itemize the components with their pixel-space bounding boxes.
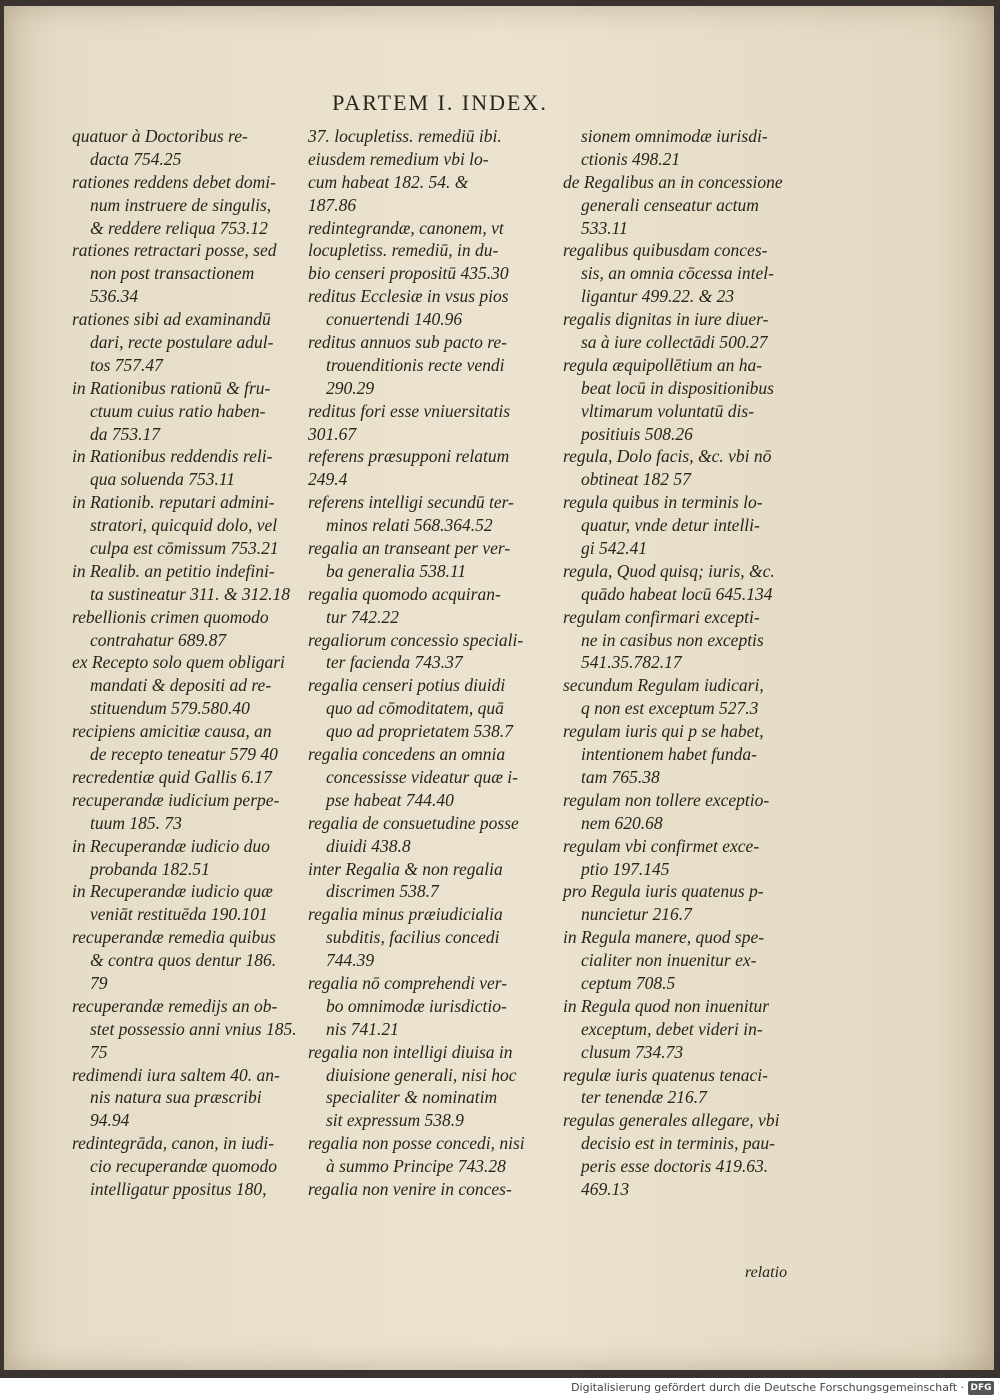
index-entry-line: in Regula manere, quod spe- bbox=[563, 927, 765, 948]
index-entry-line: subditis, facilius concedi bbox=[326, 927, 500, 948]
index-entry-line: regalia quomodo acquiran- bbox=[308, 583, 501, 604]
index-entry-line: reditus annuos sub pacto re- bbox=[308, 332, 507, 353]
index-entry-line: 249.4 bbox=[308, 469, 348, 490]
funding-notice: Digitalisierung gefördert durch die Deutsche Forschungsgemeinschaft · bbox=[571, 1381, 964, 1394]
index-entry-line: regulam non tollere exceptio- bbox=[563, 789, 770, 810]
index-entry-line: 290.29 bbox=[326, 377, 375, 398]
index-entry-line: sis, an omnia cōcessa intel- bbox=[581, 263, 774, 284]
index-entry-line: ex Recepto solo quem obligari bbox=[72, 652, 285, 673]
index-entry-line: nuncietur 216.7 bbox=[581, 904, 692, 925]
index-entry-line: diuisione generali, nisi hoc bbox=[326, 1064, 517, 1085]
dfg-logo: DFG bbox=[968, 1381, 994, 1395]
index-entry-line: regalia non intelligi diuisa in bbox=[308, 1041, 513, 1062]
index-entry-line: minos relati 568.364.52 bbox=[326, 515, 493, 536]
index-entry-line: rebellionis crimen quomodo bbox=[72, 606, 269, 627]
index-entry-line: trouenditionis recte vendi bbox=[326, 354, 505, 375]
index-entry-line: 301.67 bbox=[308, 423, 357, 444]
index-entry-line: cum habeat 182. 54. & bbox=[308, 171, 469, 192]
index-entry-line: regalia nō comprehendi ver- bbox=[308, 972, 508, 993]
index-entry-line: 94.94 bbox=[90, 1110, 130, 1131]
index-entry-line: reditus Ecclesiæ in vsus pios bbox=[308, 286, 509, 307]
index-entry-line: regalia non posse concedi, nisi bbox=[308, 1133, 525, 1154]
index-entry-line: in Recuperandæ iudicio duo bbox=[72, 835, 270, 856]
index-entry-line: dacta 754.25 bbox=[90, 148, 182, 169]
index-entry-line: regalia minus præiudicialia bbox=[308, 904, 503, 925]
index-entry-line: da 753.17 bbox=[90, 423, 160, 444]
index-entry-line: sa à iure collectādi 500.27 bbox=[581, 332, 768, 353]
index-entry-line: nem 620.68 bbox=[581, 812, 663, 833]
index-entry-line: regalibus quibusdam conces- bbox=[563, 240, 768, 261]
index-entry-line: in Rationib. reputari admini- bbox=[72, 492, 275, 513]
index-entry-line: ptio 197.145 bbox=[581, 858, 670, 879]
index-entry-line: intelligatur ppositus 180, bbox=[90, 1178, 267, 1199]
index-entry-line: diuidi 438.8 bbox=[326, 835, 411, 856]
index-entry-line: stituendum 579.580.40 bbox=[90, 698, 250, 719]
index-entry-line: 75 bbox=[90, 1041, 108, 1062]
index-entry-line: regulas generales allegare, vbi bbox=[563, 1110, 780, 1131]
index-entry-line: culpa est cōmissum 753.21 bbox=[90, 538, 279, 559]
index-entry-line: recipiens amicitiæ causa, an bbox=[72, 721, 272, 742]
index-entry-line: ceptum 708.5 bbox=[581, 972, 676, 993]
index-entry-line: recuperandæ iudicium perpe- bbox=[72, 789, 280, 810]
index-entry-line: peris esse doctoris 419.63. bbox=[581, 1156, 769, 1177]
footer-bar bbox=[0, 1378, 1000, 1399]
index-entry-line: probanda 182.51 bbox=[90, 858, 210, 879]
index-entry-line: gi 542.41 bbox=[581, 538, 648, 559]
index-entry-line: de Regalibus an in concessione bbox=[563, 171, 783, 192]
index-entry-line: regula quibus in terminis lo- bbox=[563, 492, 763, 513]
index-entry-line: generali censeatur actum bbox=[581, 194, 759, 215]
index-column-1 bbox=[72, 125, 317, 1201]
index-entry-line: tam 765.38 bbox=[581, 766, 660, 787]
index-entry-line: secundum Regulam iudicari, bbox=[563, 675, 764, 696]
index-entry-line: quatur, vnde detur intelli- bbox=[581, 515, 760, 536]
index-entry-line: recuperandæ remedia quibus bbox=[72, 927, 276, 948]
index-entry-line: tuum 185. 73 bbox=[90, 812, 182, 833]
index-entry-line: recredentiæ quid Gallis 6.17 bbox=[72, 766, 272, 787]
index-entry-line: discrimen 538.7 bbox=[326, 881, 439, 902]
index-entry-line: vltimarum voluntatū dis- bbox=[581, 400, 755, 421]
index-entry-line: in Rationibus rationū & fru- bbox=[72, 377, 271, 398]
index-entry-line: 469.13 bbox=[581, 1178, 630, 1199]
index-column-3 bbox=[563, 125, 808, 1201]
index-entry-line: de recepto teneatur 579 40 bbox=[90, 744, 278, 765]
index-entry-line: regulam confirmari excepti- bbox=[563, 606, 760, 627]
index-entry-line: 533.11 bbox=[581, 217, 628, 238]
index-entry-line: reditus fori esse vniuersitatis bbox=[308, 400, 511, 421]
index-entry-line: ta sustineatur 311. & 312.18 bbox=[90, 583, 290, 604]
index-entry-line: regalis dignitas in iure diuer- bbox=[563, 309, 769, 330]
index-entry-line: regalia non venire in conces- bbox=[308, 1178, 512, 1199]
index-entry-line: quatuor à Doctoribus re- bbox=[72, 126, 248, 146]
index-entry-line: sit expressum 538.9 bbox=[326, 1110, 464, 1131]
index-entry-line: ter tenendæ 216.7 bbox=[581, 1087, 707, 1108]
index-entry-line: nis natura sua præscribi bbox=[90, 1087, 262, 1108]
index-entry-line: qua soluenda 753.11 bbox=[90, 469, 236, 490]
index-entry-line: ctuum cuius ratio haben- bbox=[90, 400, 266, 421]
index-entry-line: veniāt restituēda 190.101 bbox=[90, 904, 268, 925]
index-entry-line: quo ad proprietatem 538.7 bbox=[326, 721, 513, 742]
index-entry-line: obtineat 182 57 bbox=[581, 469, 691, 490]
index-entry-line: stratori, quicquid dolo, vel bbox=[90, 515, 278, 536]
index-entry-line: eiusdem remedium vbi lo- bbox=[308, 148, 489, 169]
index-entry-line: ctionis 498.21 bbox=[581, 148, 681, 169]
index-entry-line: 541.35.782.17 bbox=[581, 652, 682, 673]
index-entry-line: in Recuperandæ iudicio quæ bbox=[72, 881, 273, 902]
index-entry-line: quo ad cōmoditatem, quā bbox=[326, 698, 504, 719]
index-entry-line: non post transactionem bbox=[90, 263, 255, 284]
index-entry-line: regalia de consuetudine posse bbox=[308, 812, 519, 833]
index-entry-line: referens præsupponi relatum bbox=[308, 446, 510, 467]
index-entry-line: regalia concedens an omnia bbox=[308, 744, 506, 765]
page-header: PARTEM I. INDEX. bbox=[332, 90, 548, 115]
index-entry-line: 79 bbox=[90, 972, 108, 993]
index-entry-line: regalia an transeant per ver- bbox=[308, 538, 511, 559]
index-entry-line: regula æquipollētium an ha- bbox=[563, 354, 763, 375]
index-entry-line: ligantur 499.22. & 23 bbox=[581, 286, 735, 307]
index-entry-line: 37. locupletiss. remediū ibi. bbox=[308, 126, 502, 146]
index-entry-line: mandati & depositi ad re- bbox=[90, 675, 272, 696]
index-entry-line: conuertendi 140.96 bbox=[326, 309, 463, 330]
index-entry-line: beat locū in dispositionibus bbox=[581, 377, 774, 398]
index-entry-line: concessisse videatur quæ i- bbox=[326, 766, 518, 787]
index-entry-line: ba generalia 538.11 bbox=[326, 560, 467, 581]
index-entry-line: 536.34 bbox=[90, 286, 139, 307]
index-entry-line: regulam vbi confirmet exce- bbox=[563, 835, 760, 856]
index-entry-line: à summo Principe 743.28 bbox=[326, 1156, 506, 1177]
index-entry-line: referens intelligi secundū ter- bbox=[308, 492, 514, 513]
index-entry-line: num instruere de singulis, bbox=[90, 194, 272, 215]
index-entry-line: exceptum, debet videri in- bbox=[581, 1018, 763, 1039]
index-entry-line: inter Regalia & non regalia bbox=[308, 858, 503, 879]
index-entry-line: pse habeat 744.40 bbox=[326, 789, 454, 810]
index-entry-line: stet possessio anni vnius 185. bbox=[90, 1018, 297, 1039]
index-entry-line: 744.39 bbox=[326, 950, 375, 971]
index-entry-line: in Realib. an petitio indefini- bbox=[72, 560, 275, 581]
index-entry-line: rationes sibi ad examinandū bbox=[72, 309, 271, 330]
index-entry-line: quādo habeat locū 645.134 bbox=[581, 583, 773, 604]
index-entry-line: 187.86 bbox=[308, 194, 357, 215]
index-entry-line: dari, recte postulare adul- bbox=[90, 332, 274, 353]
index-entry-line: q non est exceptum 527.3 bbox=[581, 698, 759, 719]
index-entry-line: regalia censeri potius diuidi bbox=[308, 675, 506, 696]
index-entry-line: regulæ iuris quatenus tenaci- bbox=[563, 1064, 768, 1085]
index-entry-line: regaliorum concessio speciali- bbox=[308, 629, 524, 650]
index-entry-line: contrahatur 689.87 bbox=[90, 629, 227, 650]
index-entry-line: in Rationibus reddendis reli- bbox=[72, 446, 273, 467]
index-entry-line: redimendi iura saltem 40. an- bbox=[72, 1064, 280, 1085]
index-entry-line: sionem omnimodæ iurisdi- bbox=[581, 126, 768, 146]
index-entry-line: redintegrāda, canon, in iudi- bbox=[72, 1133, 275, 1154]
index-entry-line: intentionem habet funda- bbox=[581, 744, 757, 765]
index-entry-line: bo omnimodæ iurisdictio- bbox=[326, 995, 507, 1016]
index-entry-line: decisio est in terminis, pau- bbox=[581, 1133, 775, 1154]
index-entry-line: regula, Quod quisq; iuris, &c. bbox=[563, 560, 775, 581]
index-entry-line: locupletiss. remediū, in du- bbox=[308, 240, 499, 261]
index-entry-line: ne in casibus non exceptis bbox=[581, 629, 764, 650]
index-entry-line: rationes reddens debet domi- bbox=[72, 171, 276, 192]
index-entry-line: cialiter non inuenitur ex- bbox=[581, 950, 757, 971]
index-entry-line: bio censeri propositū 435.30 bbox=[308, 263, 509, 284]
index-entry-line: in Regula quod non inuenitur bbox=[563, 995, 770, 1016]
index-entry-line: pro Regula iuris quatenus p- bbox=[563, 881, 764, 902]
index-entry-line: rationes retractari posse, sed bbox=[72, 240, 277, 261]
index-column-2 bbox=[308, 125, 553, 1201]
index-entry-line: & reddere reliqua 753.12 bbox=[90, 217, 268, 238]
index-entry-line: recuperandæ remedijs an ob- bbox=[72, 995, 278, 1016]
index-entry-line: nis 741.21 bbox=[326, 1018, 399, 1039]
index-entry-line: specialiter & nominatim bbox=[326, 1087, 498, 1108]
index-entry-line: redintegrandæ, canonem, vt bbox=[308, 217, 504, 238]
index-entry-line: ter facienda 743.37 bbox=[326, 652, 463, 673]
index-entry-line: regula, Dolo facis, &c. vbi nō bbox=[563, 446, 772, 467]
index-entry-line: regulam iuris qui p se habet, bbox=[563, 721, 764, 742]
index-entry-line: & contra quos dentur 186. bbox=[90, 950, 277, 971]
index-entry-line: cio recuperandæ quomodo bbox=[90, 1156, 277, 1177]
index-entry-line: tur 742.22 bbox=[326, 606, 399, 627]
index-entry-line: clusum 734.73 bbox=[581, 1041, 684, 1062]
index-entry-line: tos 757.47 bbox=[90, 354, 163, 375]
index-entry-line: positiuis 508.26 bbox=[581, 423, 693, 444]
catchword: relatio bbox=[745, 1264, 788, 1281]
